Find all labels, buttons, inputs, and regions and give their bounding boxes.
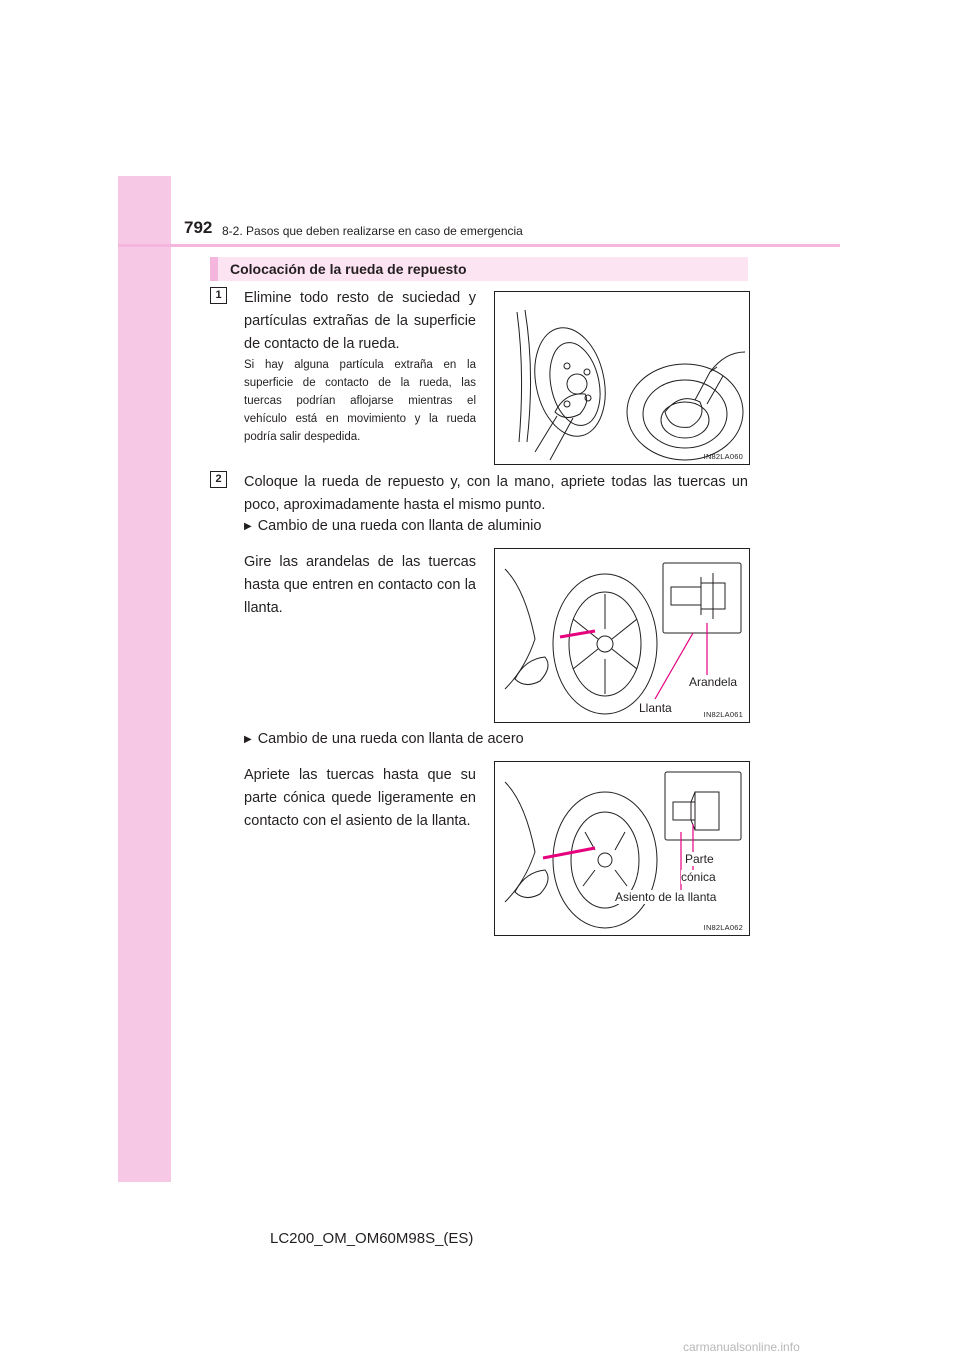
chapter-title: 8-2. Pasos que deben realizarse en caso de emergencia — [222, 224, 523, 238]
clean-hub-illustration — [495, 292, 749, 464]
aluminum-bullet — [244, 518, 541, 534]
label-washer: Arandela — [689, 675, 738, 689]
steel-wheel-illustration — [495, 762, 749, 935]
watermark: carmanualsonline.info — [683, 1340, 800, 1354]
figure-clean-hub — [494, 291, 750, 465]
label-tapered-2: cónica — [681, 870, 716, 884]
figure-code-3: IN82LA062 — [703, 923, 743, 932]
label-tapered-1: Parte — [685, 852, 714, 866]
bullet-arrow-icon: ▶ — [244, 734, 252, 745]
figure-code-2: IN82LA061 — [703, 710, 743, 719]
aluminum-text: Gire las arandelas de las tuercas hasta que entren en contacto con la llanta. — [244, 554, 476, 616]
side-tab — [118, 176, 171, 1182]
footer-code: LC200_OM_OM60M98S_(ES) — [270, 1230, 474, 1247]
figure-code-1: IN82LA060 — [703, 452, 743, 461]
step-1-badge: 1 — [210, 287, 227, 304]
steel-bullet-label: Cambio de una rueda con llanta de acero — [257, 731, 524, 747]
bullet-arrow-icon: ▶ — [244, 521, 252, 532]
header-rule — [118, 244, 840, 247]
page-number: 792 — [184, 218, 213, 237]
steel-bullet — [244, 731, 524, 747]
aluminum-bullet-label: Cambio de una rueda con llanta de aluminio — [257, 518, 542, 534]
section-header — [210, 257, 748, 281]
figure-aluminum-wheel — [494, 548, 750, 723]
steel-text: Apriete las tuercas hasta que su parte cónica quede ligeramente en contacto con el asiento de la llanta. — [244, 767, 476, 829]
figure-steel-wheel — [494, 761, 750, 936]
step-1-note: Si hay alguna partícula extraña en la superficie de contacto de la rueda, las tuercas podrían aflojarse mientras el vehículo está en movimiento y la rueda podría salir despedida. — [244, 359, 476, 443]
step-2-text: Coloque la rueda de repuesto y, con la mano, apriete todas las tuercas un poco, aproximadamente hasta el mismo punto. — [244, 474, 748, 513]
label-rim: Llanta — [639, 701, 672, 715]
label-seat: Asiento de la llanta — [615, 890, 717, 904]
aluminum-wheel-illustration — [495, 549, 749, 722]
step-2-badge: 2 — [210, 471, 227, 488]
step-1-text: Elimine todo resto de suciedad y partículas extrañas de la superficie de contacto de la rueda. — [244, 290, 476, 352]
section-title: Colocación de la rueda de repuesto — [230, 261, 467, 277]
